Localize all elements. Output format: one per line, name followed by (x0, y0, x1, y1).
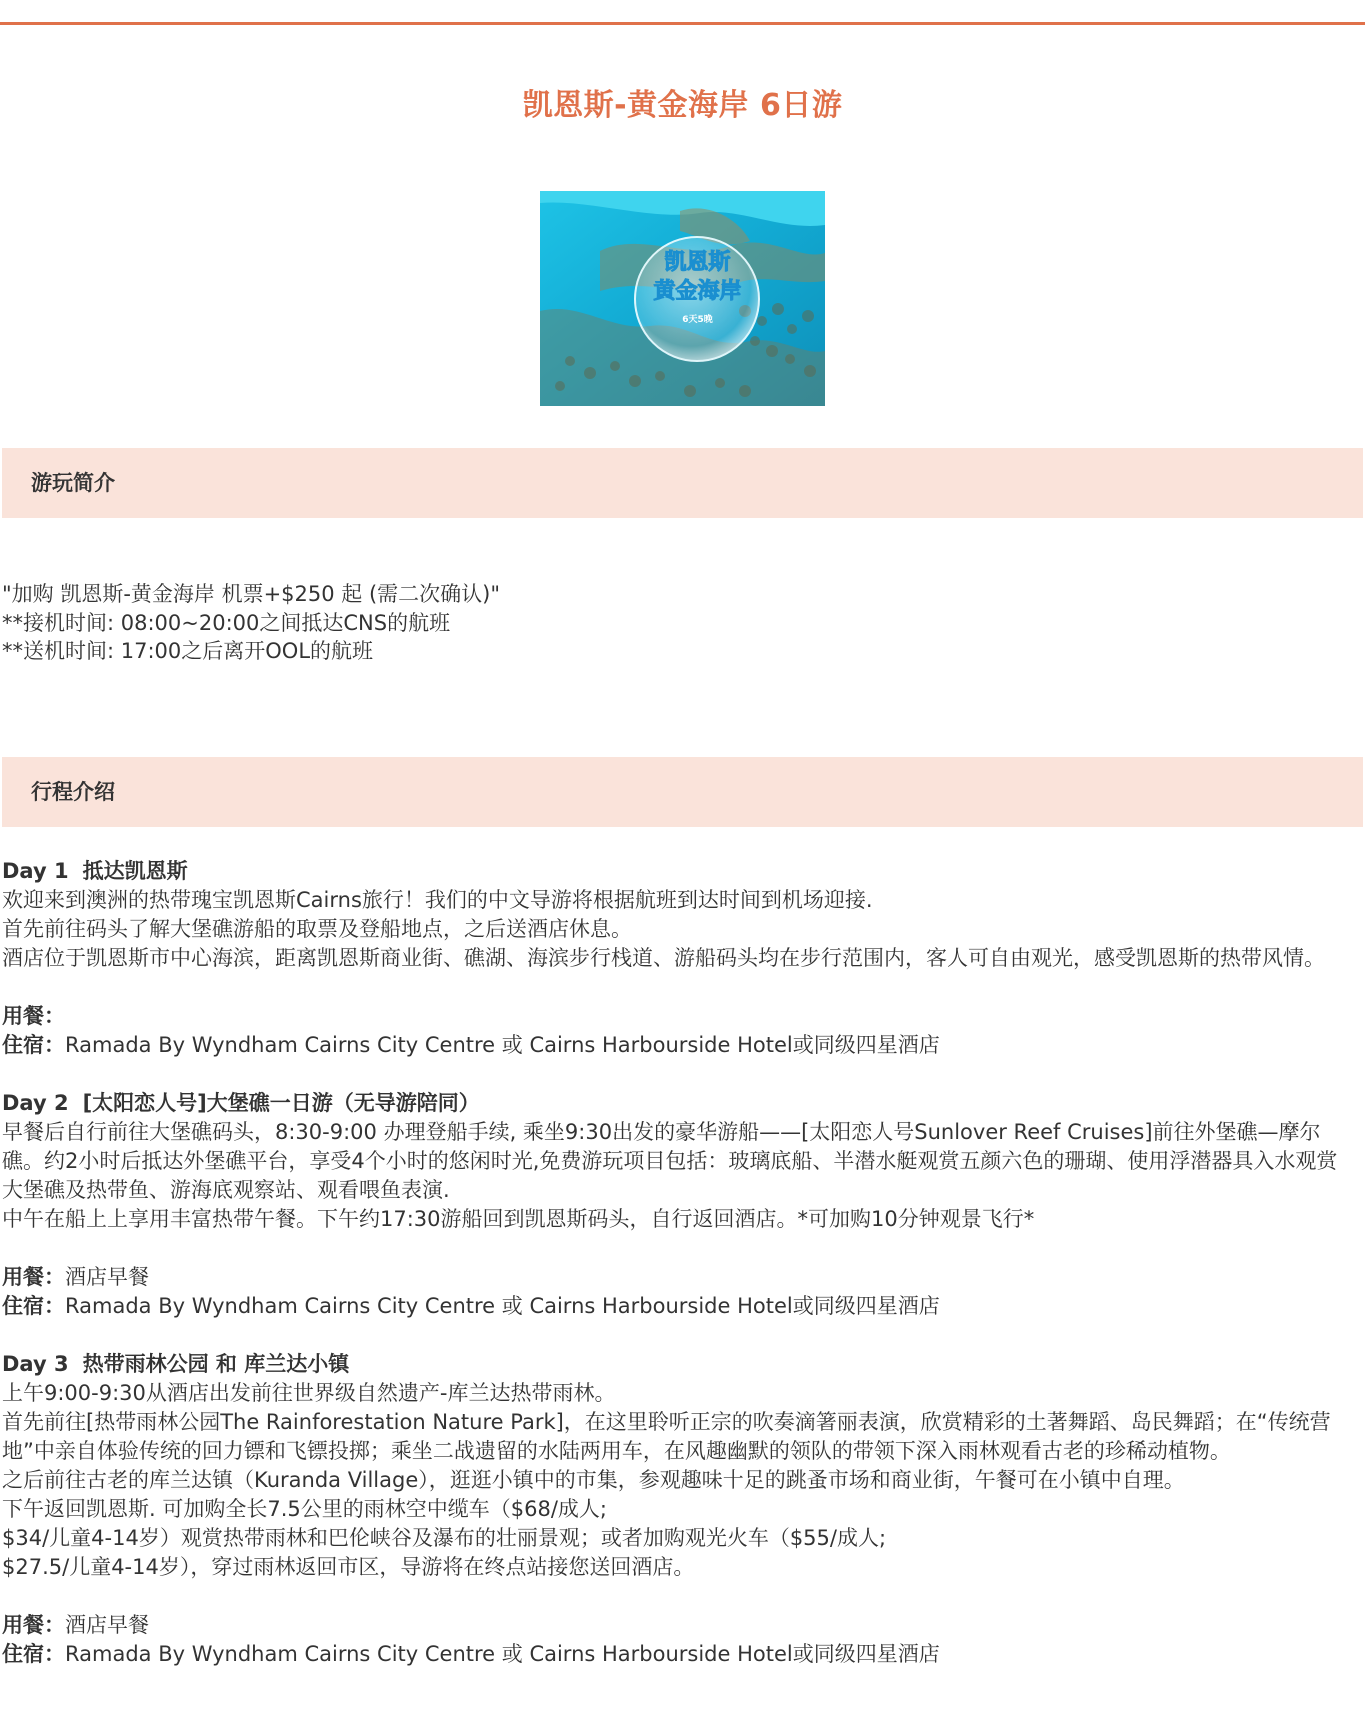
lodging-value: Ramada By Wyndham Cairns City Centre 或 Cairns Harbourside Hotel或同级四星酒店 (65, 1033, 940, 1057)
itinerary-section-header (2, 757, 1363, 827)
lodging-label: 住宿： (2, 1642, 65, 1666)
lodging-value: Ramada By Wyndham Cairns City Centre 或 Cairns Harbourside Hotel或同级四星酒店 (65, 1294, 940, 1318)
day-heading: [太阳恋人号]大堡礁一日游（无导游陪同） (82, 1091, 480, 1115)
day-block (2, 857, 1342, 1060)
day-paragraph: 之后前往古老的库兰达镇（Kuranda Village），逛逛小镇中的市集，参观趣味十足的跳蚤市场和商业街，午餐可在小镇中自理。 (2, 1468, 1185, 1492)
day-title (2, 1089, 1342, 1118)
day-title (2, 857, 1342, 886)
hero-badge-line1: 凯恩斯 (664, 250, 731, 275)
intro-line: "加购 凯恩斯-黄金海岸 机票+$250 起 (需二次确认)" (2, 582, 501, 606)
meals-value: 酒店早餐 (65, 1265, 149, 1289)
itinerary-body (2, 857, 1342, 1698)
intro-section-header (2, 448, 1363, 518)
day-paragraph: 下午返回凯恩斯. 可加购全长7.5公里的雨林空中缆车（$68/成人; (2, 1497, 607, 1521)
intro-line: **接机时间: 08:00~20:00之间抵达CNS的航班 (2, 610, 451, 635)
meals-label: 用餐： (2, 1613, 65, 1637)
day-lodging (2, 1031, 1342, 1060)
day-paragraph: $27.5/儿童4-14岁），穿过雨林返回市区，导游将在终点站接您送回酒店。 (2, 1555, 695, 1579)
day-number: Day 1 (2, 859, 69, 883)
day-block (2, 1350, 1342, 1669)
day-paragraph: 中午在船上上享用丰富热带午餐。下午约17:30游船回到凯恩斯码头，自行返回酒店。*可加购10分钟观景飞行* (2, 1207, 1035, 1231)
lodging-label: 住宿： (2, 1294, 65, 1318)
day-number: Day 3 (2, 1352, 69, 1376)
day-block (2, 1089, 1342, 1321)
day-paragraph: 上午9:00-9:30从酒店出发前往世界级自然遗产-库兰达热带雨林。 (2, 1381, 616, 1405)
lodging-label: 住宿： (2, 1033, 65, 1057)
meals-label: 用餐： (2, 1265, 65, 1289)
day-paragraph: 首先前往[热带雨林公园The Rainforestation Nature Park]，在这里聆听正宗的吹奏滴箸丽表演，欣赏精彩的土著舞蹈、岛民舞蹈；在“传统营地”中亲自体验传统的回力镖和飞镖投掷；乘坐二战遗留的水陆两用车，在风趣幽默的领队的带领下深入雨林观看古老的珍稀动植物。 (2, 1410, 1331, 1463)
day-lodging (2, 1292, 1342, 1321)
itinerary-heading: 行程介绍 (31, 780, 115, 804)
lodging-value: Ramada By Wyndham Cairns City Centre 或 Cairns Harbourside Hotel或同级四星酒店 (65, 1642, 940, 1666)
hero-badge-line3: 6天5晚 (682, 315, 713, 325)
day-meals (2, 1263, 1342, 1292)
hero-image (540, 191, 825, 406)
day-meals (2, 1611, 1342, 1640)
hero-badge-line2: 黄金海岸 (653, 279, 742, 304)
day-paragraph: $34/儿童4-14岁）观赏热带雨林和巴伦峡谷及瀑布的壮丽景观；或者加购观光火车（$55/成人; (2, 1526, 887, 1550)
intro-body (2, 580, 1363, 666)
day-paragraph: 欢迎来到澳洲的热带瑰宝凯恩斯Cairns旅行！我们的中文导游将根据航班到达时间到机场迎接. (2, 888, 873, 912)
intro-line: **送机时间: 17:00之后离开OOL的航班 (2, 639, 374, 664)
day-paragraph: 早餐后自行前往大堡礁码头，8:30-9:00 办理登船手续, 乘坐9:30出发的豪华游船——[太阳恋人号Sunlover Reef Cruises]前往外堡礁—摩尔礁。约2小时后抵达外堡礁平台，享受4个小时的悠闲时光,免费游玩项目包括：玻璃底船、半潜水艇观赏五颜六色的珊瑚、使用浮潜器具入水观赏大堡礁及热带鱼、游海底观察站、观看喂鱼表演. (2, 1120, 1338, 1202)
day-lodging (2, 1640, 1342, 1669)
day-heading: 抵达凯恩斯 (82, 859, 188, 883)
day-meals (2, 1002, 1342, 1031)
intro-heading: 游玩简介 (31, 471, 115, 495)
day-title (2, 1350, 1342, 1379)
day-paragraph: 首先前往码头了解大堡礁游船的取票及登船地点，之后送酒店休息。 (2, 917, 632, 941)
page-title: 凯恩斯-黄金海岸 6日游 (522, 88, 843, 123)
top-divider (0, 22, 1365, 25)
meals-value: 酒店早餐 (65, 1613, 149, 1637)
day-paragraph: 酒店位于凯恩斯市中心海滨，距离凯恩斯商业街、礁湖、海滨步行栈道、游船码头均在步行范围内，客人可自由观光，感受凯恩斯的热带风情。 (2, 946, 1325, 970)
meals-label: 用餐： (2, 1004, 65, 1028)
day-heading: 热带雨林公园 和 库兰达小镇 (82, 1352, 350, 1376)
day-number: Day 2 (2, 1091, 69, 1115)
